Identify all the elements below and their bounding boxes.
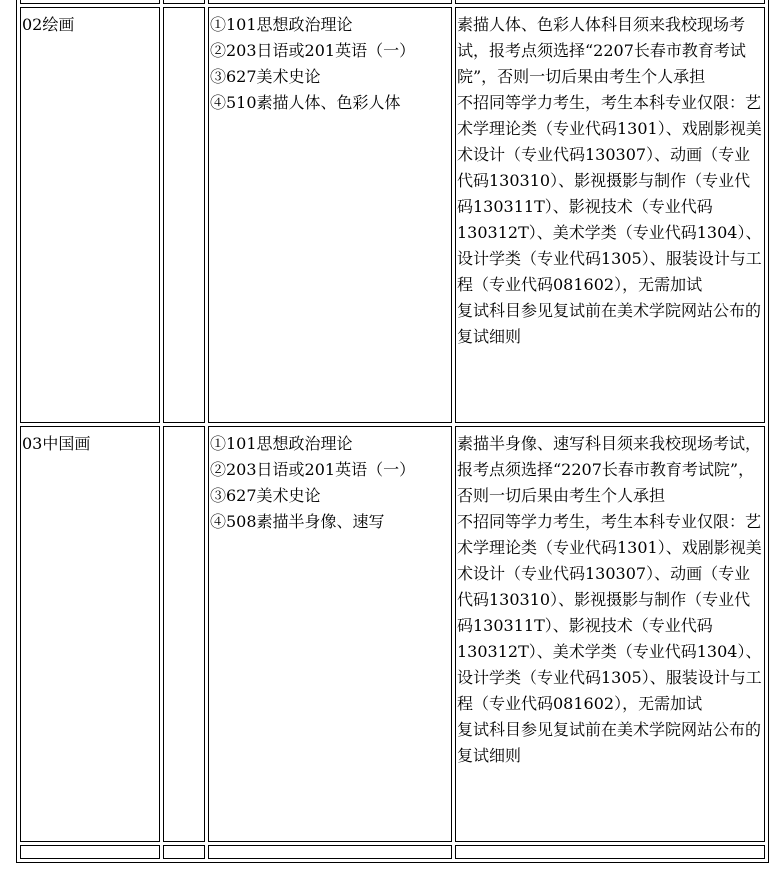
note-text: 不招同等学力考生，考生本科专业仅限：艺术学理论类（专业代码1301）、戏剧影视美术设计（专业代码130307）、动画（专业代码130310）、影视摄影与制作（专业代码130311T）、影视技术（专业代码130312T）、美术学类（专业代码1304）、设计学类（专业代码1305）、服装设计与工程（专业代码081602），无需加试 [457,512,762,713]
subjects-cell [208,426,452,842]
empty-cell [163,7,205,423]
major-label: 02绘画 [22,15,75,34]
subjects-cell [208,7,452,423]
subject-item: ③627美术史论 [210,486,321,505]
subject-item: ②203日语或201英语（一） [210,460,416,479]
program-table [16,0,769,863]
subject-item: ①101思想政治理论 [210,434,353,453]
notes-cell [455,426,765,842]
major-cell [20,7,160,423]
note-text: 不招同等学力考生，考生本科专业仅限：艺术学理论类（专业代码1301）、戏剧影视美术设计（专业代码130307）、动画（专业代码130310）、影视摄影与制作（专业代码130311T）、影视技术（专业代码130312T）、美术学类（专业代码1304）、设计学类（专业代码1305）、服装设计与工程（专业代码081602），无需加试 [457,93,762,294]
note-text: 复试科目参见复试前在美术学院网站公布的复试细则 [457,720,762,765]
table-bottom-row [20,845,765,859]
empty-cell [163,426,205,842]
major-label: 03中国画 [22,434,91,453]
major-cell [20,426,160,842]
note-text: 素描半身像、速写科目须来我校现场考试，报考点须选择“2207长春市教育考试院”，否则一切后果由考生个人承担 [457,434,762,505]
subject-item: ③627美术史论 [210,67,321,86]
table-row [20,7,765,423]
table-row [20,426,765,842]
subject-item: ④510素描人体、色彩人体 [210,93,401,112]
table-top-row [20,0,765,4]
note-text: 素描人体、色彩人体科目须来我校现场考试，报考点须选择“2207长春市教育考试院”，否则一切后果由考生个人承担 [457,15,746,86]
subject-item: ④508素描半身像、速写 [210,512,385,531]
note-text: 复试科目参见复试前在美术学院网站公布的复试细则 [457,301,762,346]
notes-cell [455,7,765,423]
subject-item: ②203日语或201英语（一） [210,41,416,60]
subject-item: ①101思想政治理论 [210,15,353,34]
